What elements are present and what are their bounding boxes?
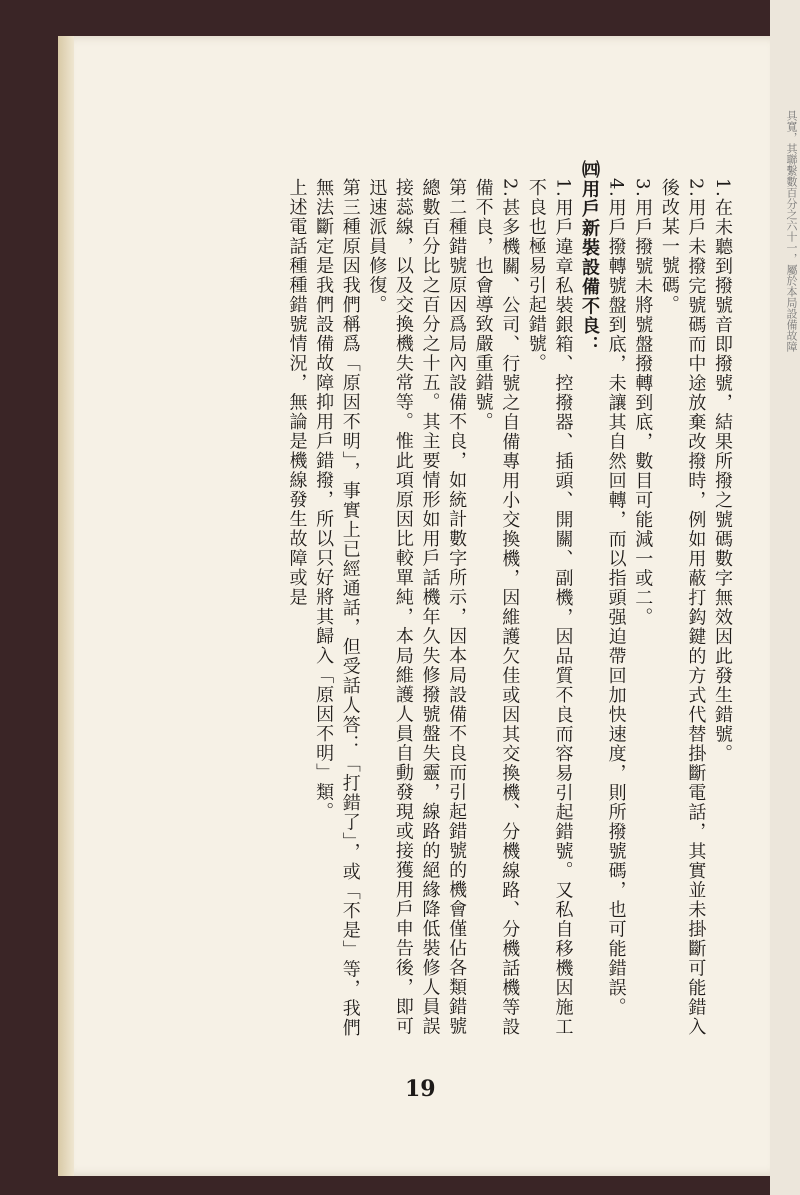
body-text [115,160,735,1050]
adjacent-page [770,0,800,1195]
paragraph: 第三種原因我們稱爲「原因不明」，事實上已經通話，但受話人答：「打錯了」，或「不是」等，我們無法斷定是我們設備故障抑用戶錯撥，所以只好將其歸入「原因不明」類。 [313,178,361,1038]
page-gutter [58,36,74,1176]
paragraph: 1.用戶違章私裝銀箱、控撥器、插頭、開關、副機，因品質不良而容易引起錯號。又私自移機因施工不良也極易引起錯號。 [525,178,574,1037]
section-heading: ㈣用戶新裝設備不良： [579,160,601,355]
adjacent-page-text: 具寬，其聯繫數百分之六十一，屬於本局設備故障 [785,110,798,352]
paragraph: 4.用戶撥轉號盤到底，未讓其自然回轉，而以指頭强迫帶回加快速度，則所撥號碼，也可能錯誤。 [605,178,627,1018]
paragraph: 3.用戶撥號未將號盤撥轉到底，數目可能減一或二。 [632,178,654,628]
paragraph: 上述電話種種錯號情況，無論是機線發生故障或是 [286,178,308,607]
paragraph: 第二種錯號原因爲局內設備不良，如統計數字所示，因本局設備不良而引起錯號的機會僅佔各類錯號總數百分比之百分之十五。其主要情形如用戶話機年久失修撥號盤失靈，線路的絕緣降低裝修人員誤接蕊線，以及交換機失常等。惟此項原因比較單純，本局維護人員自動發現或接獲用戶申告後，即可迅速派員修復。 [366,178,468,1036]
paragraph: 2.用戶未撥完號碼而中途放棄改撥時，例如用蔽打鈎鍵的方式代替掛斷電話，其實並未掛斷可能錯入後改某一號碼。 [658,178,707,1037]
paragraph: 1.在未聽到撥號音即撥號，結果所撥之號碼數字無效因此發生錯號。 [712,178,733,764]
page-number: 19 [405,1076,436,1102]
paragraph: 2.甚多機關、公司、行號之自備專用小交換機，因維護欠佳或因其交換機、分機線路、分機話機等設備不良，也會導致嚴重錯號。 [472,178,521,1037]
